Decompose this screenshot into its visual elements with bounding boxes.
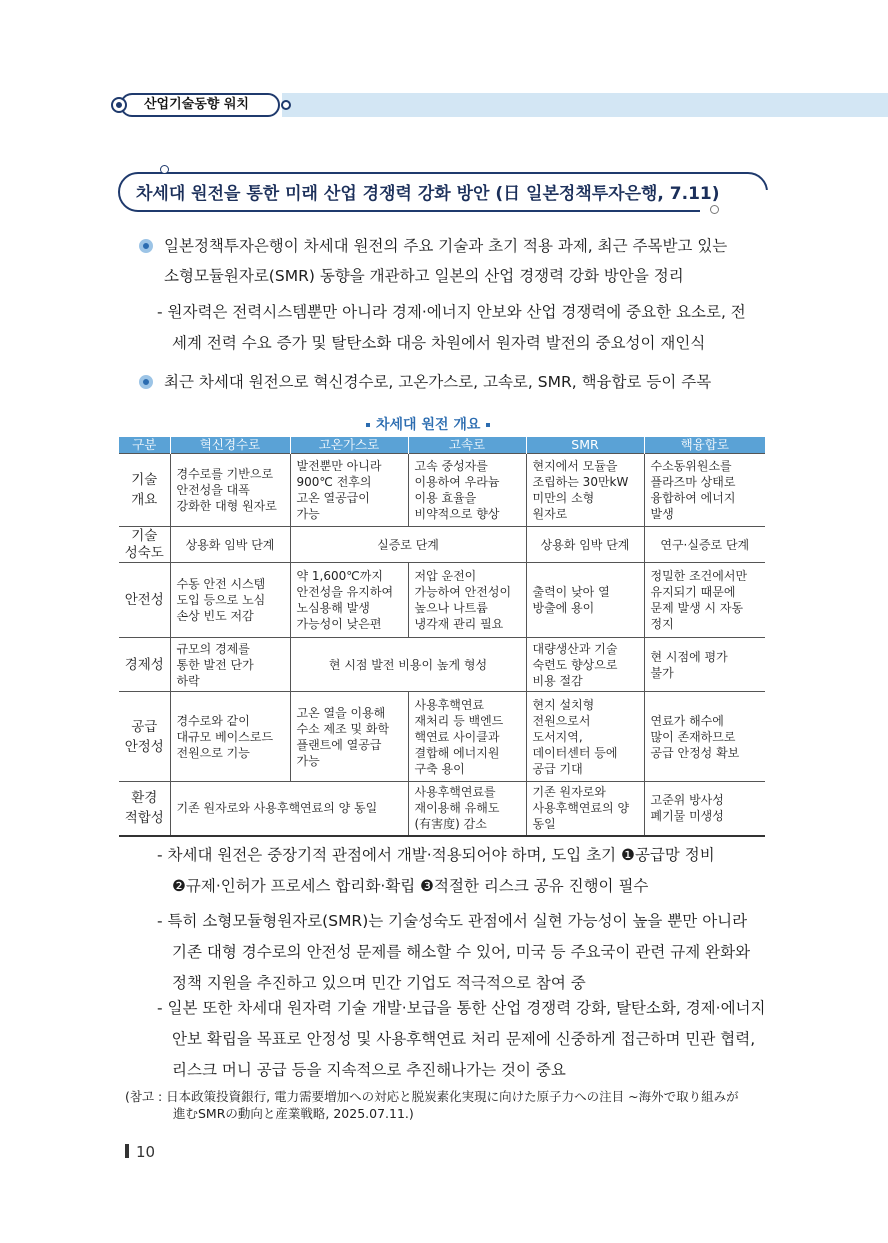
table-cell: 연료가 해수에 많이 존재하므로 공급 안정성 확보 [644,692,765,782]
table-cell: 고온 열을 이용해 수소 제조 및 화학 플랜트에 열공급 가능 [290,692,408,782]
row-label: 기술 개요 [119,454,170,527]
overview-table [119,437,765,837]
page-title: 차세대 원전을 통한 미래 산업 경쟁력 강화 방안 (日 일본정책투자은행, 7.11) [136,184,720,204]
dash-line: - 차세대 원전은 중장기적 관점에서 개발·적용되어야 하며, 도입 초기 ❶공급망 정비 [157,846,715,864]
table-cell: 저압 운전이 가능하여 안전성이 높으나 나트륨 냉각재 관리 필요 [408,563,526,638]
table-cell: 경수로를 기반으로 안전성을 대폭 강화한 대형 원자로 [170,454,290,527]
table-cell: 규모의 경제를 통한 발전 단가 하락 [170,638,290,692]
table-cell: 출력이 낮아 열 방출에 용이 [526,563,644,638]
bullet-1-sub [157,297,787,359]
dash-line: 리스크 머니 공급 등을 지속적으로 추진해나가는 것이 중요 [172,1061,566,1079]
bullet-icon [139,239,153,253]
table-cell: 약 1,600℃까지 안전성을 유지하여 노심용해 발생 가능성이 낮은편 [290,563,408,638]
bullet-1-line: 소형모듈원자로(SMR) 동향을 개관하고 일본의 산업 경쟁력 강화 방안을 정리 [164,267,684,285]
square-icon [366,423,370,427]
dash-line: - 특히 소형모듈형원자로(SMR)는 기술성숙도 관점에서 실현 가능성이 높을 뿐만 아니라 [157,912,748,930]
section-label: 산업기술동향 워치 [120,93,280,117]
table-cell: 현 시점 발전 비용이 높게 형성 [290,638,526,692]
table-row [119,454,765,527]
dash-line: ❷규제·인허가 프로세스 합리화·확립 ❸적절한 리스크 공유 진행이 필수 [172,877,649,895]
table-row [119,527,765,563]
table-cell: 현 시점에 평가 불가 [644,638,765,692]
table-cell: 고속 중성자를 이용하여 우라늄 이용 효율을 비약적으로 향상 [408,454,526,527]
header-band [282,93,888,117]
table-caption [360,414,496,434]
table-cell: 현지 설치형 전원으로서 도서지역, 데이터센터 등에 공급 기대 [526,692,644,782]
table-row [119,782,765,836]
table-row [119,638,765,692]
col-header: 고온가스로 [290,437,408,454]
row-label: 기술 성숙도 [119,527,170,563]
reference [125,1088,785,1122]
page-marker-icon [125,1144,129,1158]
dash-line: - 일본 또한 차세대 원자력 기술 개발·보급을 통한 산업 경쟁력 강화, 탈탄소화, 경제·에너지 [157,999,766,1017]
row-label: 공급 안정성 [119,692,170,782]
dash-line: 정책 지원을 추진하고 있으며 민간 기업도 적극적으로 참여 중 [172,974,586,992]
reference-line: (참고 : 日本政策投資銀行, 電力需要増加への対応と脱炭素化実現に向けた原子力への注目 ~海外で取り組みが [125,1089,739,1104]
row-label: 경제성 [119,638,170,692]
table-cell: 경수로와 같이 대규모 베이스로드 전원으로 기능 [170,692,290,782]
sub-line: 세계 전력 수요 증가 및 탈탄소화 대응 차원에서 원자력 발전의 중요성이 재인식 [172,334,706,352]
col-header: 혁신경수로 [170,437,290,454]
table-cell: 기존 원자로와 사용후핵연료의 양 동일 [170,782,408,836]
title-dot-icon [160,165,169,174]
bullet-2-line: 최근 차세대 원전으로 혁신경수로, 고온가스로, 고속로, SMR, 핵융합로 등이 주목 [164,373,712,391]
bullet-2 [164,367,784,397]
table-caption-text: 차세대 원전 개요 [376,417,481,433]
table-cell: 연구·실증로 단계 [644,527,765,563]
dash-line: 안보 확립을 목표로 안정성 및 사용후핵연료 처리 문제에 신중하게 접근하며 민관 협력, [172,1030,756,1048]
table-cell: 상용화 임박 단계 [526,527,644,563]
table-cell: 실증로 단계 [290,527,526,563]
bullet-1-line: 일본정책투자은행이 차세대 원전의 주요 기술과 초기 적용 과제, 최근 주목받고 있는 [164,237,728,255]
square-icon [486,423,490,427]
table-cell: 사용후핵연료를 재이용해 유해도 (有害度) 감소 [408,782,526,836]
reference-line: 進むSMRの動向と産業戦略, 2025.07.11.) [173,1106,414,1121]
row-label: 안전성 [119,563,170,638]
col-header: 구분 [119,437,170,454]
dash-paragraph [157,906,787,999]
dash-paragraph [157,993,787,1086]
table-cell: 대량생산과 기술 숙련도 향상으로 비용 절감 [526,638,644,692]
bullet-icon [139,375,153,389]
dash-line: 기존 대형 경수로의 안전성 문제를 해소할 수 있어, 미국 등 주요국이 관련 규제 완화와 [172,943,751,961]
table-cell: 기존 원자로와 사용후핵연료의 양 동일 [526,782,644,836]
table-row [119,563,765,638]
row-label: 환경 적합성 [119,782,170,836]
bullet-1 [164,231,784,291]
page-number [125,1143,155,1161]
table-header-row [119,437,765,454]
header-left-dot-icon [113,99,125,111]
title-dot-icon [710,205,719,214]
table-cell: 현지에서 모듈을 조립하는 30만kW 미만의 소형 원자로 [526,454,644,527]
col-header: SMR [526,437,644,454]
table-cell: 정밀한 조건에서만 유지되기 때문에 문제 발생 시 자동 정지 [644,563,765,638]
table-cell: 발전뿐만 아니라 900℃ 전후의 고온 열공급이 가능 [290,454,408,527]
table-cell: 상용화 임박 단계 [170,527,290,563]
col-header: 핵융합로 [644,437,765,454]
page-number-text: 10 [136,1143,156,1161]
table-cell: 수동 안전 시스템 도입 등으로 노심 손상 빈도 저감 [170,563,290,638]
table-row [119,692,765,782]
dash-paragraph [157,840,787,902]
table-cell: 사용후핵연료 재처리 등 백엔드 핵연료 사이클과 결합해 에너지원 구축 용이 [408,692,526,782]
header-right-dot-icon [281,100,291,110]
table-cell: 수소동위원소를 플라즈마 상태로 융합하여 에너지 발생 [644,454,765,527]
col-header: 고속로 [408,437,526,454]
sub-line: - 원자력은 전력시스템뿐만 아니라 경제·에너지 안보와 산업 경쟁력에 중요한 요소로, 전 [157,303,746,321]
table-cell: 고준위 방사성 폐기물 미생성 [644,782,765,836]
